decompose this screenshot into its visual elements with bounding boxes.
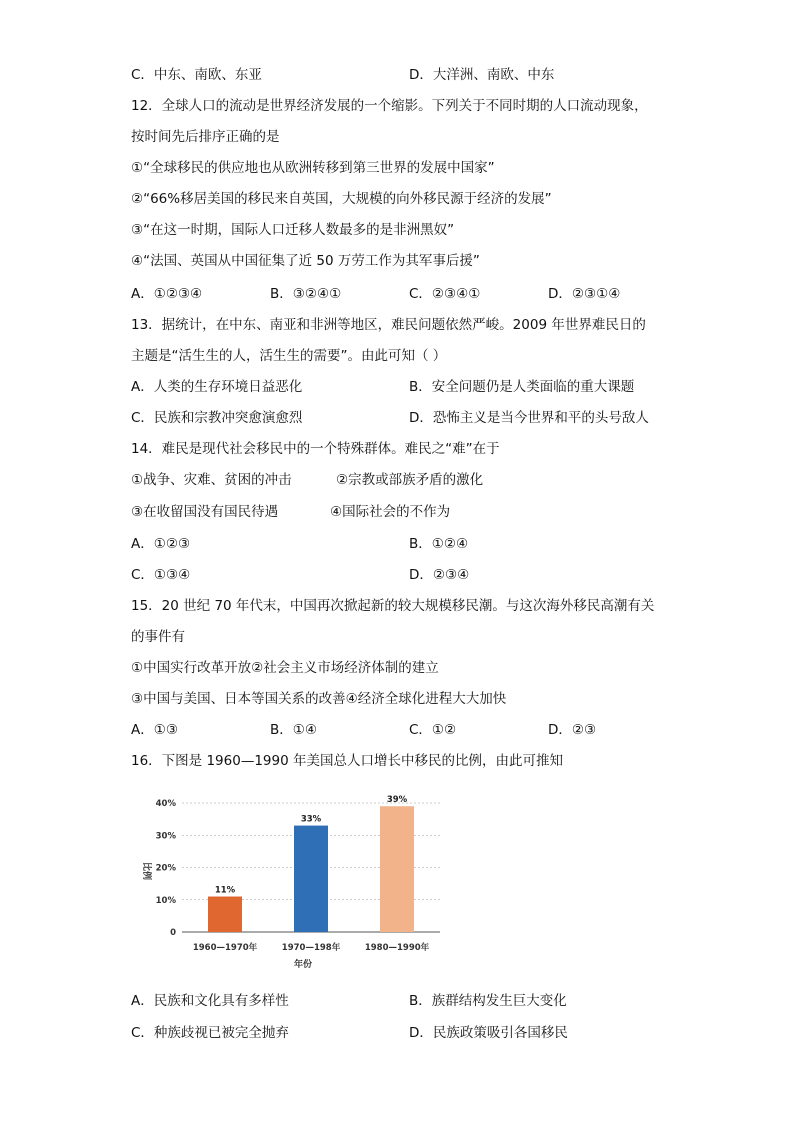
chart-x-tick-label: 1970—198年 — [281, 943, 341, 953]
q13-stem-line1: 13．据统计，在中东、南亚和非洲等地区，难民问题依然严峻。2009 年世界难民日的 — [131, 317, 646, 333]
q15-option-b: B．①④ — [270, 722, 317, 738]
q12-item-3: ③“在这一时期，国际人口迁移人数最多的是非洲黑奴” — [131, 222, 455, 238]
q12-item-2: ②“66%移居美国的移民来自英国，大规模的向外移民源于经济的发展” — [131, 191, 552, 207]
chart-bar — [380, 806, 414, 932]
chart-bars — [208, 806, 414, 932]
chart-y-tick-label: 0 — [170, 928, 176, 938]
chart-x-tick-label: 1980—1990年 — [364, 943, 430, 953]
q12-item-1: ①“全球移民的供应地也从欧洲转移到第三世界的发展中国家” — [131, 160, 495, 176]
chart-bar — [208, 897, 242, 932]
q16-option-a: A．民族和文化具有多样性 — [131, 993, 289, 1009]
q15-stem-line1: 15．20 世纪 70 年代末，中国再次掀起新的较大规模移民潮。与这次海外移民高潮有关 — [131, 598, 655, 614]
q12-stem-line2: 按时间先后排序正确的是 — [131, 129, 280, 145]
chart-x-axis-label: 年份 — [293, 960, 313, 970]
chart-bar — [294, 826, 328, 932]
q15-option-a: A．①③ — [131, 722, 178, 738]
q15-stem-line2: 的事件有 — [131, 629, 185, 645]
q14-item-3: ③在收留国没有国民待遇 — [131, 504, 279, 520]
q14-stem: 14．难民是现代社会移民中的一个特殊群体。难民之“难”在于 — [131, 441, 500, 457]
q12-stem-line1: 12．全球人口的流动是世界经济发展的一个缩影。下列关于不同时期的人口流动现象， — [131, 98, 648, 114]
q12-option-a: A．①②③④ — [131, 286, 203, 302]
chart-data-label: 33% — [300, 814, 322, 825]
q14-option-b: B．①②④ — [409, 536, 469, 552]
chart-data-label: 11% — [214, 885, 236, 896]
q15-items-line1: ①中国实行改革开放②社会主义市场经济体制的建立 — [131, 660, 439, 676]
q14-option-d: D．②③④ — [409, 567, 470, 583]
q14-option-a: A．①②③ — [131, 536, 191, 552]
q14-item-2: ②宗教或部族矛盾的激化 — [336, 472, 484, 488]
q11-option-c: C．中东、南欧、东亚 — [131, 67, 262, 83]
immigration-ratio-bar-chart — [130, 786, 460, 976]
q14-item-4: ④国际社会的不作为 — [330, 504, 451, 520]
q11-option-d: D．大洋洲、南欧、中东 — [409, 67, 555, 83]
q13-option-c: C．民族和宗教冲突愈演愈烈 — [131, 410, 303, 426]
q16-option-b: B．族群结构发生巨大变化 — [409, 993, 567, 1009]
q16-option-c: C．种族歧视已被完全抛弃 — [131, 1025, 289, 1041]
q15-option-c: C．①② — [409, 722, 457, 738]
q12-option-c: C．②③④① — [409, 286, 481, 302]
chart-y-tick-labels — [156, 799, 177, 938]
q13-option-d: D．恐怖主义是当今世界和平的头号敌人 — [409, 410, 649, 426]
chart-y-axis-label: 比例 — [141, 861, 151, 881]
chart-x-tick-label: 1960—1970年 — [192, 943, 258, 953]
chart-y-tick-label: 20% — [155, 863, 176, 874]
q13-option-a: A．人类的生存环境日益恶化 — [131, 379, 303, 395]
q15-option-d: D．②③ — [548, 722, 597, 738]
q16-stem: 16．下图是 1960—1990 年美国总人口增长中移民的比例，由此可推知 — [131, 753, 563, 769]
q12-option-b: B．③②④① — [270, 286, 342, 302]
q12-item-4: ④“法国、英国从中国征集了近 50 万劳工作为其军事后援” — [131, 253, 480, 269]
q13-option-b: B．安全问题仍是人类面临的重大课题 — [409, 379, 635, 395]
q13-stem-line2: 主题是“活生生的人，活生生的需要”。由此可知（ ） — [131, 348, 447, 364]
q15-items-line2: ③中国与美国、日本等国关系的改善④经济全球化进程大大加快 — [131, 691, 507, 707]
q16-option-d: D．民族政策吸引各国移民 — [409, 1025, 568, 1041]
q14-item-1: ①战争、灾难、贫困的冲击 — [131, 472, 292, 488]
q14-option-c: C．①③④ — [131, 567, 191, 583]
chart-data-label: 39% — [386, 795, 408, 806]
chart-y-tick-label: 10% — [155, 895, 176, 906]
chart-y-tick-label: 40% — [155, 799, 176, 809]
q12-option-d: D．②③①④ — [548, 286, 621, 302]
chart-x-tick-labels — [193, 942, 430, 953]
chart-y-tick-label: 30% — [155, 831, 176, 842]
